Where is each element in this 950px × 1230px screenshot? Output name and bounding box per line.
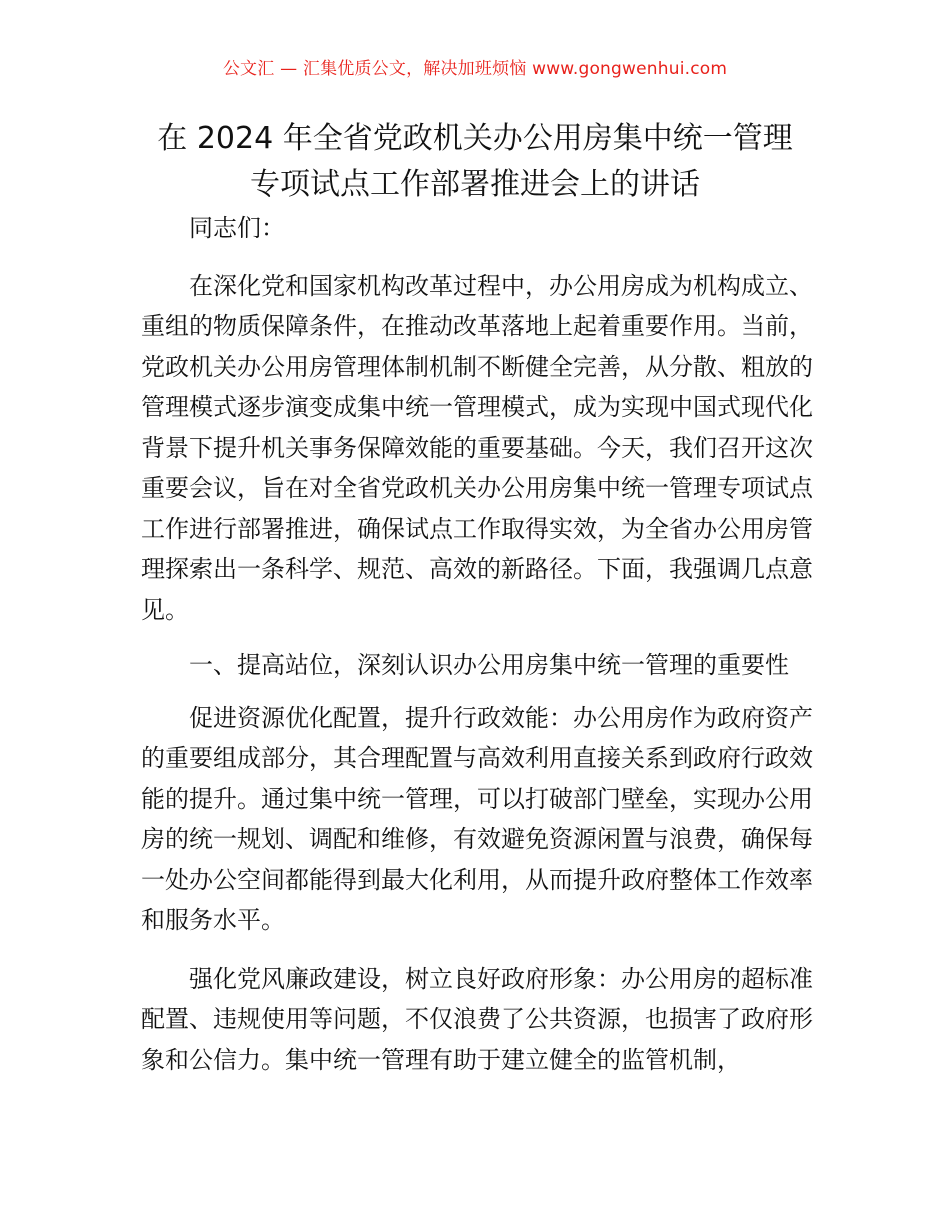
header-banner [0, 57, 950, 81]
header-url[interactable]: www.gongwenhui.com [532, 59, 728, 79]
paragraph: 在深化党和国家机构改革过程中，办公用房成为机构成立、重组的物质保障条件，在推动改革落地上起着重要作用。当前，党政机关办公用房管理体制机制不断健全完善，从分散、粗放的管理模式逐步演变成集中统一管理模式，成为实现中国式现代化背景下提升机关事务保障效能的重要基础。今天，我们召开这次重要会议，旨在对全省党政机关办公用房集中统一管理专项试点工作进行部署推进，确保试点工作取得实效，为全省办公用房管理探索出一条科学、规范、高效的新路径。下面，我强调几点意见。 [141, 271, 813, 624]
paragraph: 促进资源优化配置，提升行政效能：办公用房作为政府资产的重要组成部分，其合理配置与高效利用直接关系到政府行政效能的提升。通过集中统一管理，可以打破部门壁垒，实现办公用房的统一规划、调配和维修，有效避免资源闲置与浪费，确保每一处办公空间都能得到最大化利用，从而提升政府整体工作效率和服务水平。 [141, 703, 813, 934]
title-line-1: 在 2024 年全省党政机关办公用房集中统一管理 [157, 121, 793, 156]
greeting: 同志们： [189, 214, 285, 242]
section-heading: 一、提高站位，深刻认识办公用房集中统一管理的重要性 [189, 651, 789, 679]
header-site-name: 公文汇 [222, 59, 275, 79]
title-line-2: 专项试点工作部署推进会上的讲话 [250, 167, 700, 202]
paragraph: 强化党风廉政建设，树立良好政府形象：办公用房的超标准配置、违规使用等问题，不仅浪费了公共资源，也损害了政府形象和公信力。集中统一管理有助于建立健全的监管机制， [141, 964, 813, 1074]
document-body [141, 208, 813, 1080]
header-separator: — [280, 59, 298, 79]
header-tagline: 汇集优质公文，解决加班烦恼 [302, 59, 527, 79]
document-title [0, 116, 950, 208]
